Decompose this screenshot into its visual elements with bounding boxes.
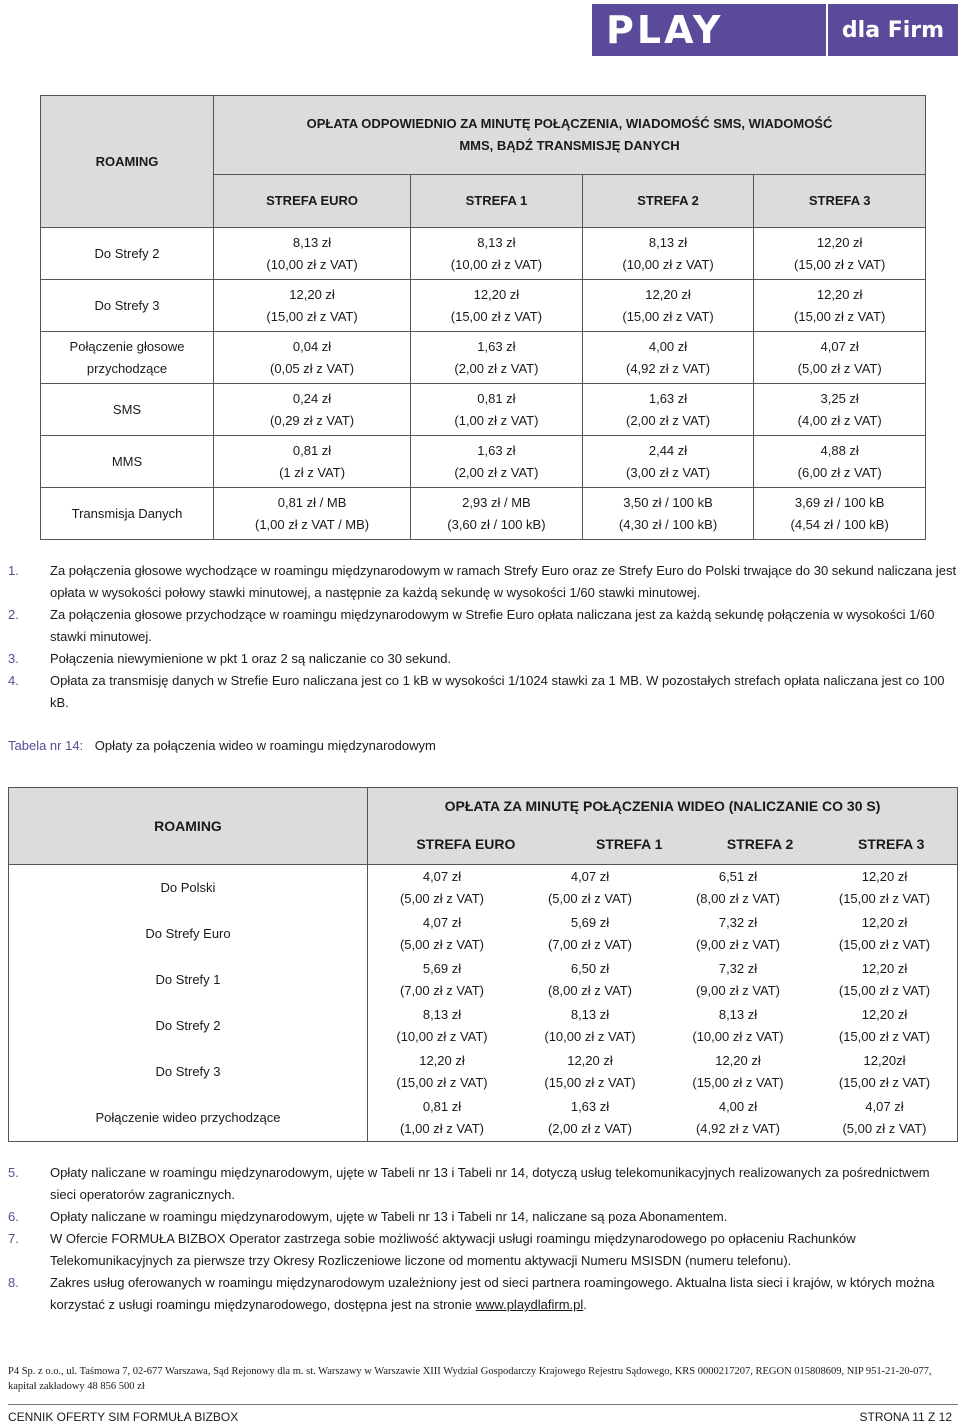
footnote: 2. Za połączenia głosowe przychodzące w roamingu międzynarodowym w Strefie Euro opłata naliczana jest za każdą sekundę połączenia w wysokości 1/60 stawki minutowej. (8, 607, 935, 644)
table2-zone: STREFA EURO (368, 825, 564, 865)
roaming-price-table (40, 95, 926, 540)
video-roaming-table (8, 787, 958, 1142)
table2-zone: STREFA 3 (826, 825, 958, 865)
footnote: 5. Opłaty naliczane w roamingu międzynarodowym, ujęte w Tabeli nr 13 i Tabeli nr 14, dotyczą usług telekomunikacyjnych realizowanych za pośrednictwem sieci operatorów zagranicznych. (8, 1165, 930, 1202)
table1-header: OPŁATA ODPOWIEDNIO ZA MINUTĘ POŁĄCZENIA, WIADOMOŚĆ SMS, WIADOMOŚĆ MMS, BĄDŹ TRANSMISJĘ DANYCH (214, 96, 926, 175)
table2-labels (9, 865, 368, 1142)
row-label: Do Strefy 3 (41, 280, 214, 332)
footer-page-number: STRONA 11 Z 12 (859, 1410, 952, 1424)
row-label: Połączenie wideo przychodzące (95, 1110, 281, 1125)
table1-zone: STREFA 1 (411, 175, 583, 228)
price-cell: 2,93 zł / MB (3,60 zł / 100 kB) (411, 488, 583, 540)
footnotes-2 (8, 1162, 958, 1316)
table2-corner: ROAMING (9, 788, 368, 865)
play-dla-firm-logo (592, 4, 958, 56)
price-cell: 12,20 zł (15,00 zł z VAT) (582, 280, 754, 332)
price-cell: 3,50 zł / 100 kB (4,30 zł / 100 kB) (582, 488, 754, 540)
row-label: Do Strefy 1 (155, 972, 221, 987)
footnote: 1. Za połączenia głosowe wychodzące w roamingu międzynarodowym w ramach Strefy Euro oraz ze Strefy Euro do Polski trwające do 30 sekund naliczana jest opłata w wysokości połowy stawki minutowej, a następnie za każdą sekundę w wysokości 1/60 stawki minutowej. (8, 563, 957, 600)
price-cell: 8,13 zł (10,00 zł z VAT) (214, 228, 411, 280)
row-label: Do Strefy Euro (145, 926, 231, 941)
row-label: Do Strefy 3 (155, 1064, 221, 1079)
footnote: 3. Połączenia niewymienione w pkt 1 oraz 2 są naliczanie co 30 sekund. (8, 651, 452, 666)
table2-header: OPŁATA ZA MINUTĘ POŁĄCZENIA WIDEO (NALICZANIE CO 30 S) (368, 788, 958, 825)
row-label: Transmisja Danych (41, 488, 214, 540)
price-cell: 3,25 zł (4,00 zł z VAT) (754, 384, 926, 436)
table-row (41, 228, 926, 280)
price-cell: 12,20 zł (15,00 zł z VAT) (411, 280, 583, 332)
footer-divider (8, 1404, 958, 1405)
footnote: 4. Opłata za transmisję danych w Strefie Euro naliczana jest co 1 kB w wysokości 1/1024 stawki za 1 MB. W pozostałych strefach opłata naliczana jest co 100 kB. (8, 673, 945, 710)
table2-values (368, 865, 958, 1142)
table1-zone: STREFA 2 (582, 175, 754, 228)
logo-brand: PLAY (606, 8, 724, 52)
price-cell: 8,13 zł (10,00 zł z VAT) (582, 228, 754, 280)
price-cell: 12,20 zł (15,00 zł z VAT) (214, 280, 411, 332)
row-label: Do Strefy 2 (41, 228, 214, 280)
price-cell: 8,13 zł (10,00 zł z VAT) (411, 228, 583, 280)
price-cell: 0,24 zł (0,29 zł z VAT) (214, 384, 411, 436)
price-cell: 12,20 zł (15,00 zł z VAT) (754, 228, 926, 280)
table2-zone: STREFA 2 (695, 825, 826, 865)
table-row (41, 436, 926, 488)
footnote: 8. Zakres usług oferowanych w roamingu międzynarodowym uzależniony jest od sieci partnera roamingowego. Aktualna lista sieci i krajów, w których można korzystać z usługi roamingu międzynarodowego, dostępna jest na stronie www.playdlafirm.pl. (8, 1275, 935, 1312)
price-cell: 0,81 zł / MB (1,00 zł z VAT / MB) (214, 488, 411, 540)
table1-zone: STREFA 3 (754, 175, 926, 228)
price-cell: 2,44 zł (3,00 zł z VAT) (582, 436, 754, 488)
price-cell: 1,63 zł (2,00 zł z VAT) (582, 384, 754, 436)
row-label: Do Strefy 2 (155, 1018, 221, 1033)
price-cell: 0,81 zł (1,00 zł z VAT) (411, 384, 583, 436)
table-caption (8, 738, 436, 753)
company-info: P4 Sp. z o.o., ul. Taśmowa 7, 02-677 Warszawa, Sąd Rejonowy dla m. st. Warszawy w Warszawie XIII Wydział Gospodarczy Krajowego Rejestru Sądowego, KRS 0000217207, REGON 015808609, NIP 951-21-20-077, kapitał zakładowy 48 856 500 zł (8, 1366, 932, 1392)
playdlafirm-link[interactable]: www.playdlafirm.pl (475, 1297, 584, 1312)
table-row (41, 384, 926, 436)
table-row (41, 488, 926, 540)
zone-column: 6,51 zł (8,00 zł z VAT) 7,32 zł (9,00 zł z VAT) 7,32 zł (9,00 zł z VAT) 8,13 zł (10,00 zł z VAT) 12,20 zł (15,00 zł z VAT) 4,00 zł (4,92 zł z VAT) (692, 869, 784, 1136)
price-cell: 3,69 zł / 100 kB (4,54 zł / 100 kB) (754, 488, 926, 540)
caption-label: Tabela nr 14: (8, 738, 84, 753)
zone-column: 12,20 zł (15,00 zł z VAT) 12,20 zł (15,00 zł z VAT) 12,20 zł (15,00 zł z VAT) 12,20 zł (15,00 zł z VAT) 12,20zł (15,00 zł z VAT) 4,07 zł (5,00 zł z VAT) (838, 869, 931, 1136)
price-cell: 0,04 zł (0,05 zł z VAT) (214, 332, 411, 384)
price-cell: 12,20 zł (15,00 zł z VAT) (754, 280, 926, 332)
footnotes-1 (8, 560, 958, 714)
price-cell: 1,63 zł (2,00 zł z VAT) (411, 436, 583, 488)
table2-zone: STREFA 1 (564, 825, 695, 865)
table-row (41, 280, 926, 332)
caption-title: Opłaty za połączenia wideo w roamingu międzynarodowym (94, 738, 436, 753)
price-cell: 4,88 zł (6,00 zł z VAT) (754, 436, 926, 488)
logo-subtitle: dla Firm (841, 17, 945, 43)
price-cell: 0,81 zł (1 zł z VAT) (214, 436, 411, 488)
row-label: SMS (41, 384, 214, 436)
table1-zone: STREFA EURO (214, 175, 411, 228)
row-label: Połączenie głosowe przychodzące (41, 332, 214, 384)
row-label: Do Polski (160, 880, 216, 895)
zone-column: 4,07 zł (5,00 zł z VAT) 5,69 zł (7,00 zł z VAT) 6,50 zł (8,00 zł z VAT) 8,13 zł (10,00 zł z VAT) 12,20 zł (15,00 zł z VAT) 1,63 zł (2,00 zł z VAT) (544, 869, 636, 1136)
footnote: 6. Opłaty naliczane w roamingu międzynarodowym, ujęte w Tabeli nr 13 i Tabeli nr 14, naliczane są poza Abonamentem. (8, 1209, 728, 1224)
table1-corner: ROAMING (41, 96, 214, 228)
price-cell: 4,07 zł (5,00 zł z VAT) (754, 332, 926, 384)
row-label: MMS (41, 436, 214, 488)
footnote: 7. W Ofercie FORMUŁA BIZBOX Operator zastrzega sobie możliwość aktywacji usługi roamingu międzynarodowego po opłaceniu Rachunków Telekomunikacyjnych za pierwsze trzy Okresy Rozliczeniowe liczone od momentu aktywacji Numeru MSISDN (numeru telefonu). (8, 1231, 856, 1268)
price-cell: 4,00 zł (4,92 zł z VAT) (582, 332, 754, 384)
table-row (41, 332, 926, 384)
footer-offer-name: CENNIK OFERTY SIM FORMUŁA BIZBOX (8, 1410, 239, 1424)
zone-column: 4,07 zł (5,00 zł z VAT) 4,07 zł (5,00 zł z VAT) 5,69 zł (7,00 zł z VAT) 8,13 zł (10,00 zł z VAT) 12,20 zł (15,00 zł z VAT) 0,81 zł (1,00 zł z VAT) (396, 869, 488, 1136)
price-cell: 1,63 zł (2,00 zł z VAT) (411, 332, 583, 384)
